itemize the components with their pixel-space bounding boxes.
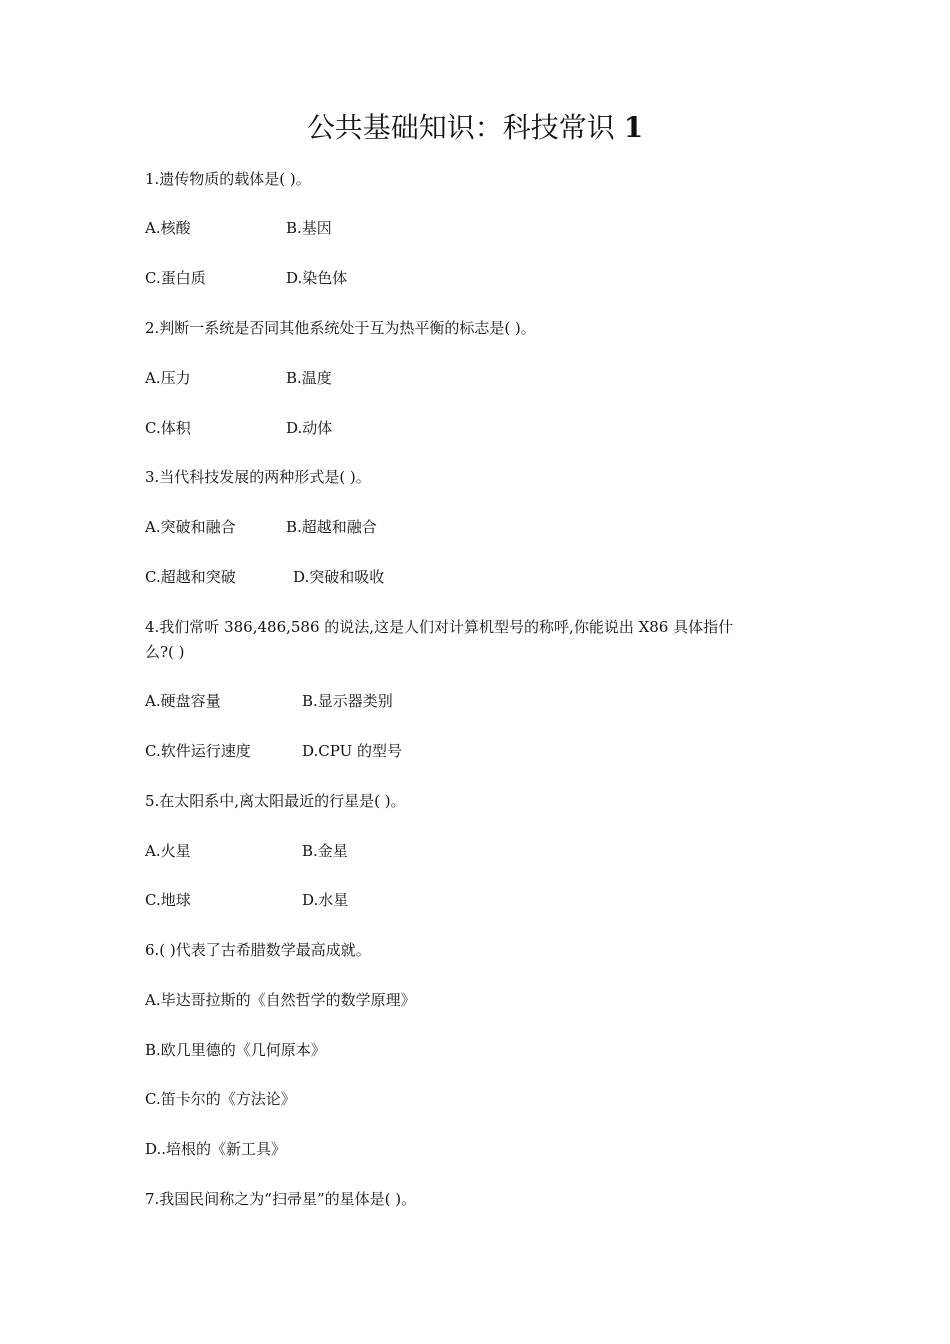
question-6-option-b: B.欧几里德的《几何原本》: [145, 1041, 326, 1059]
option-d: D.突破和吸收: [293, 568, 385, 586]
option-d: D.染色体: [286, 269, 348, 287]
question-6-option-a: A.毕达哥拉斯的《自然哲学的数学原理》: [145, 991, 416, 1009]
option-a: A.硬盘容量: [145, 692, 221, 710]
option-b: B.显示器类别: [302, 692, 393, 710]
question-6-option-c: C.笛卡尔的《方法论》: [145, 1090, 296, 1108]
option-a: A.压力: [145, 369, 191, 387]
option-c: C.超越和突破: [145, 568, 236, 586]
title-number: 1: [623, 111, 644, 144]
option-c: C.体积: [145, 419, 191, 437]
option-d: D.动体: [286, 419, 333, 437]
option-a: A.火星: [145, 842, 191, 860]
option-a: A.核酸: [145, 219, 191, 237]
title-text: 公共基础知识：科技常识: [306, 111, 615, 144]
option-b: B.基因: [286, 219, 332, 237]
question-6-stem: 6.( )代表了古希腊数学最高成就。: [145, 941, 371, 959]
option-c: C.软件运行速度: [145, 742, 251, 760]
question-2-stem: 2.判断一系统是否同其他系统处于互为热平衡的标志是( )。: [145, 319, 536, 337]
option-c: C.地球: [145, 891, 191, 909]
option-b: B.温度: [286, 369, 332, 387]
question-4-stem-line-1: 4.我们常听 386,486,586 的说法,这是人们对计算机型号的称呼,你能说出 X86 具体指什: [145, 618, 734, 636]
question-6-option-d: D..培根的《新工具》: [145, 1140, 287, 1158]
option-d: D.水星: [302, 891, 349, 909]
question-7-stem: 7.我国民间称之为“扫帚星”的星体是( )。: [145, 1190, 417, 1208]
option-b: B.金星: [302, 842, 348, 860]
option-a: A.突破和融合: [145, 518, 236, 536]
question-4-stem-line-2: 么?( ): [145, 643, 185, 661]
question-1-stem: 1.遗传物质的载体是( )。: [145, 170, 311, 188]
option-d: D.CPU 的型号: [302, 742, 402, 760]
page-title: [0, 108, 950, 148]
option-b: B.超越和融合: [286, 518, 377, 536]
question-3-stem: 3.当代科技发展的两种形式是( )。: [145, 468, 371, 486]
question-5-stem: 5.在太阳系中,离太阳最近的行星是( )。: [145, 792, 406, 810]
option-c: C.蛋白质: [145, 269, 206, 287]
